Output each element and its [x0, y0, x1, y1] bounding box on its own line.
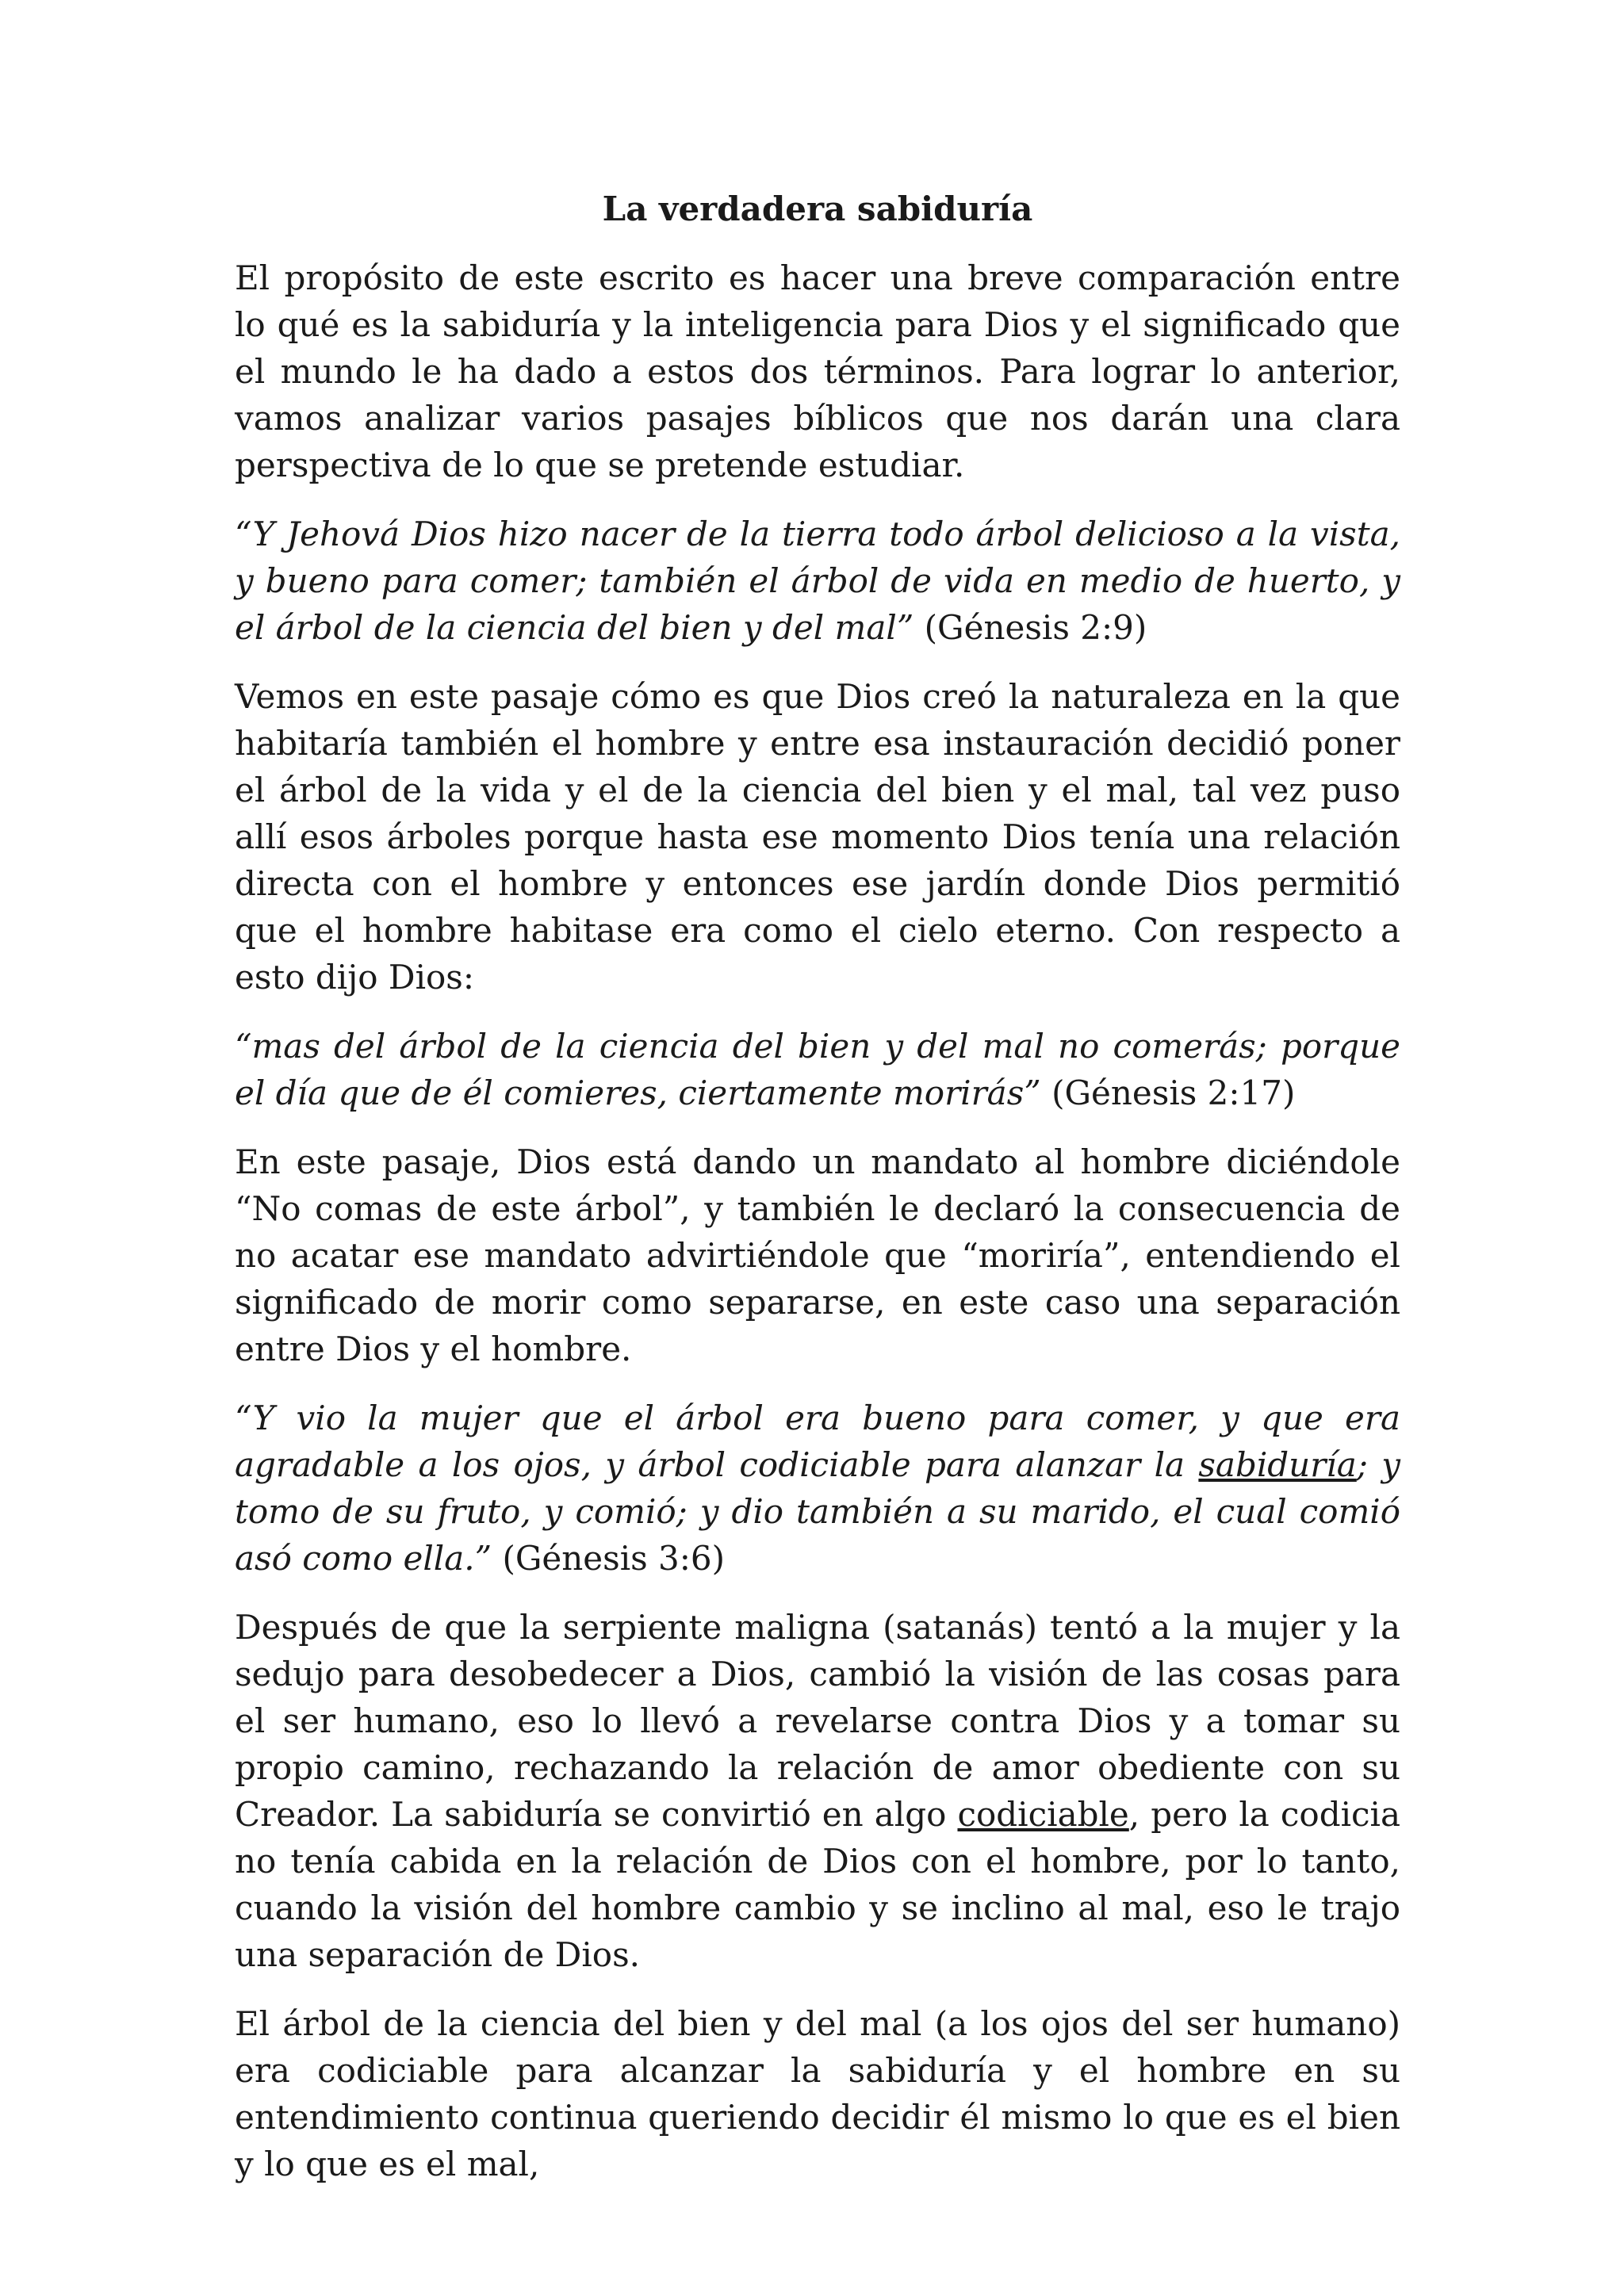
quote-reference: (Génesis 2:9) — [914, 608, 1147, 647]
document-title: La verdadera sabiduría — [602, 189, 1033, 228]
quote-genesis-3-6 — [235, 1395, 1400, 1582]
paragraph-part-b: , pero la codicia no tenía cabida en la relación de Dios con el hombre, por lo tanto, cuando la visión del hombre cambio y se inclino al mal, eso le trajo una separación de Dios. — [235, 1795, 1401, 1974]
document-page — [235, 186, 1400, 2210]
paragraph-mandate: En este pasaje, Dios está dando un mandato al hombre diciéndole “No comas de este árbol”, y también le declaró la consecuencia de no acatar ese mandato advirtiéndole que “moriría”, entendiendo el significado de morir como separarse, en este caso una separación entre Dios y el hombre. — [235, 1142, 1400, 1368]
quote-underlined-word: sabiduría — [1198, 1445, 1357, 1484]
quote-reference: (Génesis 3:6) — [492, 1539, 726, 1578]
quote-reference: (Génesis 2:17) — [1040, 1073, 1296, 1112]
quote-genesis-2-9 — [235, 511, 1400, 651]
underlined-word: codiciable — [957, 1795, 1129, 1834]
quote-genesis-2-17 — [235, 1023, 1400, 1116]
quote-text: “mas del árbol de la ciencia del bien y del mal no comerás; porque el día que de él comieres, ciertamente morirás” — [235, 1027, 1400, 1112]
paragraph-part-a: Después de que la serpiente maligna (satanás) tentó a la mujer y la sedujo para desobedecer a Dios, cambió la visión de las cosas para el ser humano, eso lo llevó a revelarse contra Dios y a tomar su propio camino, rechazando la relación de amor obediente con su Creador. La sabiduría se convirtió en algo — [235, 1608, 1400, 1834]
paragraph-serpent — [235, 1604, 1400, 1978]
paragraph-intro: El propósito de este escrito es hacer una breve comparación entre lo qué es la sabiduría y la inteligencia para Dios y el significado que el mundo le ha dado a estos dos términos. Para lograr lo anterior, vamos analizar varios pasajes bíblicos que nos darán una clara perspectiva de lo que se pretende estudiar. — [235, 258, 1400, 484]
quote-text-part-b: ; y tomo de su fruto, y comió; y dio también a su marido, el cual comió asó como ella.” — [235, 1445, 1400, 1578]
paragraph-tree-knowledge: El árbol de la ciencia del bien y del mal (a los ojos del ser humano) era codiciable para alcanzar la sabiduría y el hombre en su entendimiento continua queriendo decidir él mismo lo que es el bien y lo que es el mal, — [235, 2004, 1400, 2183]
quote-text-part-a: “Y vio la mujer que el árbol era bueno para comer, y que era agradable a los ojos, y árbol codiciable para alanzar la — [235, 1399, 1400, 1484]
paragraph-creation: Vemos en este pasaje cómo es que Dios creó la naturaleza en la que habitaría también el hombre y entre esa instauración decidió poner el árbol de la vida y el de la ciencia del bien y el mal, tal vez puso allí esos árboles porque hasta ese momento Dios tenía una relación directa con el hombre y entonces ese jardín donde Dios permitió que el hombre habitase era como el cielo eterno. Con respecto a esto dijo Dios: — [235, 677, 1400, 997]
quote-text: “Y Jehová Dios hizo nacer de la tierra todo árbol delicioso a la vista, y bueno para comer; también el árbol de vida en medio de huerto, y el árbol de la ciencia del bien y del mal” — [235, 515, 1400, 647]
